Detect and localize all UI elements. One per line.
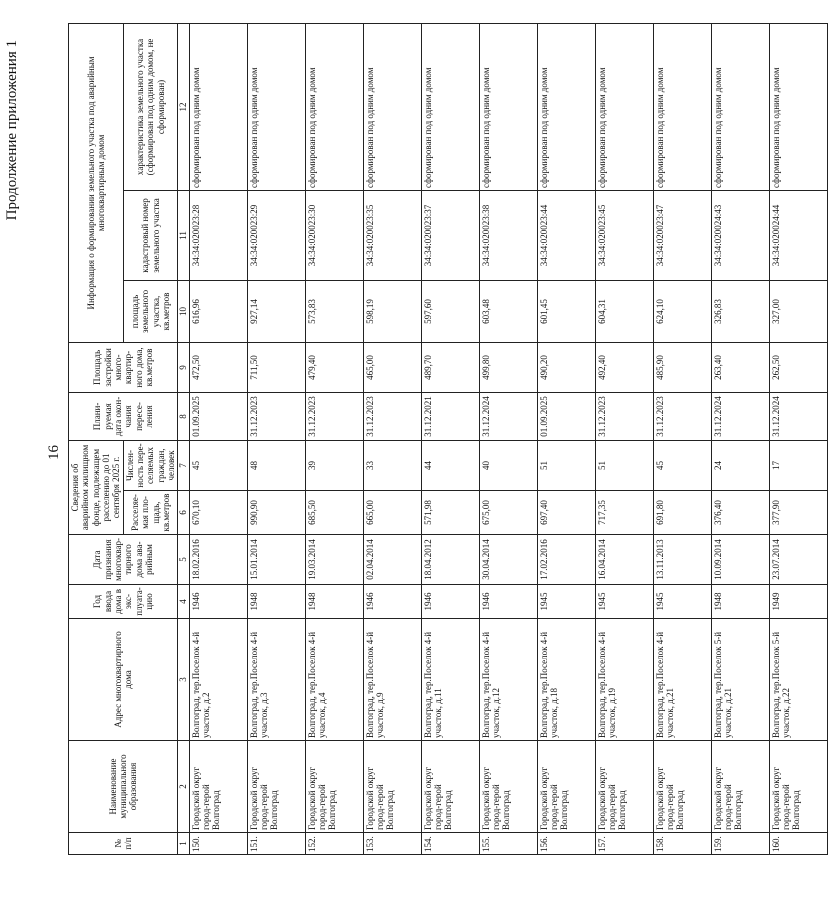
table-row [479,23,537,854]
emergency-date-cell: 13.11.2013 [653,535,711,585]
municipality-cell: Городской округ город-герой Волгоград [711,741,769,833]
header-land-group: Информация о формировании земельного участка под аварийным многоквартирным домом [69,23,124,342]
land-area-cell: 601,45 [537,280,595,342]
emergency-date-cell: 17.02.2016 [537,535,595,585]
planned-date-cell: 31.12.2021 [421,392,479,440]
year-cell: 1948 [247,585,305,619]
building-area-cell: 485,90 [653,342,711,392]
year-cell: 1946 [363,585,421,619]
table-row [653,23,711,854]
resettled-area-cell: 691,80 [653,491,711,535]
col-number: 1 [178,833,189,855]
planned-date-cell: 31.12.2024 [769,392,827,440]
table-row [305,23,363,854]
cadastral-number-cell: 34:34:020023:47 [653,190,711,280]
col-number: 3 [178,619,189,741]
land-status-cell: сформирован под одним домом [653,23,711,190]
col-number: 9 [178,342,189,392]
land-status-cell: сформирован под одним домом [711,23,769,190]
table-row [769,23,827,854]
land-status-cell: сформирован под одним домом [769,23,827,190]
land-status-cell: сформирован под одним домом [363,23,421,190]
row-number: 159. [711,833,769,855]
planned-date-cell: 31.12.2024 [479,392,537,440]
building-area-cell: 262,50 [769,342,827,392]
header-resettled-area: Расселяе-мая пло-щадь, кв.метров [123,491,178,535]
col-number: 4 [178,585,189,619]
header-municipality: Наименование муниципального образования [69,741,178,833]
cadastral-number-cell: 34:34:020023:38 [479,190,537,280]
residents-cell: 45 [189,440,247,490]
col-number: 5 [178,535,189,585]
emergency-date-cell: 18.04.2012 [421,535,479,585]
row-number: 158. [653,833,711,855]
planned-date-cell: 01.09.2025 [537,392,595,440]
address-cell: Волгоград, тер.Поселок 4-й участок, д.18 [537,619,595,741]
resettled-area-cell: 670,10 [189,491,247,535]
resettled-area-cell: 990,90 [247,491,305,535]
municipality-cell: Городской округ город-герой Волгоград [421,741,479,833]
residents-cell: 48 [247,440,305,490]
col-number: 10 [178,280,189,342]
year-cell: 1948 [711,585,769,619]
emergency-date-cell: 15.01.2014 [247,535,305,585]
address-cell: Волгоград, тер.Поселок 4-й участок, д.12 [479,619,537,741]
header-year: Год ввода дома в экс-плуата-цию [69,585,178,619]
address-cell: Волгоград, тер.Поселок 5-й участок, д.21 [711,619,769,741]
municipality-cell: Городской округ город-герой Волгоград [479,741,537,833]
col-number: 7 [178,440,189,490]
land-status-cell: сформирован под одним домом [537,23,595,190]
cadastral-number-cell: 34:34:020023:28 [189,190,247,280]
table-row [595,23,653,854]
municipality-cell: Городской округ город-герой Волгоград [189,741,247,833]
building-area-cell: 465,00 [363,342,421,392]
header-fund-group: Сведения об аварийном жилищном фонде, подлежащем расселению до 01 сентября 2025 г. [69,440,124,534]
emergency-date-cell: 16.04.2014 [595,535,653,585]
emergency-date-cell: 23.07.2014 [769,535,827,585]
municipality-cell: Городской округ город-герой Волгоград [305,741,363,833]
table-body [189,23,827,854]
col-number: 8 [178,392,189,440]
address-cell: Волгоград, тер.Поселок 4-й участок, д.21 [653,619,711,741]
year-cell: 1946 [421,585,479,619]
address-cell: Волгоград, тер.Поселок 4-й участок, д.3 [247,619,305,741]
land-area-cell: 624,10 [653,280,711,342]
building-area-cell: 263,40 [711,342,769,392]
municipality-cell: Городской округ город-герой Волгоград [363,741,421,833]
building-area-cell: 499,80 [479,342,537,392]
resettled-area-cell: 685,50 [305,491,363,535]
residents-cell: 51 [537,440,595,490]
emergency-date-cell: 30.04.2014 [479,535,537,585]
land-area-cell: 573,83 [305,280,363,342]
cadastral-number-cell: 34:34:020023:37 [421,190,479,280]
address-cell: Волгоград, тер.Поселок 4-й участок, д.9 [363,619,421,741]
municipality-cell: Городской округ город-герой Волгоград [595,741,653,833]
resettled-area-cell: 697,40 [537,491,595,535]
planned-date-cell: 31.12.2023 [363,392,421,440]
table-row [421,23,479,854]
header-date-emergency: Дата признания многоквар-тирного дома ава-рийным [69,535,178,585]
header-num: № п/п [69,833,178,855]
address-cell: Волгоград, тер.Поселок 4-й участок, д.4 [305,619,363,741]
year-cell: 1949 [769,585,827,619]
residents-cell: 40 [479,440,537,490]
land-area-cell: 603,48 [479,280,537,342]
table-row [363,23,421,854]
row-number: 150. [189,833,247,855]
header-land-area: площадь земельного участка, кв.метров [123,280,178,342]
land-area-cell: 598,19 [363,280,421,342]
year-cell: 1946 [479,585,537,619]
emergency-date-cell: 18.02.2016 [189,535,247,585]
table-row [247,23,305,854]
address-cell: Волгоград, тер.Поселок 5-й участок, д.22 [769,619,827,741]
building-area-cell: 492,40 [595,342,653,392]
col-number: 2 [178,741,189,833]
resettled-area-cell: 665,00 [363,491,421,535]
land-status-cell: сформирован под одним домом [421,23,479,190]
land-area-cell: 927,14 [247,280,305,342]
year-cell: 1945 [537,585,595,619]
table-row [189,23,247,854]
emergency-date-cell: 02.04.2014 [363,535,421,585]
address-cell: Волгоград, тер.Поселок 4-й участок, д.19 [595,619,653,741]
land-area-cell: 327,00 [769,280,827,342]
header-address: Адрес многоквартирного дома [69,619,178,741]
resettlement-table [68,23,828,855]
land-status-cell: сформирован под одним домом [305,23,363,190]
resettled-area-cell: 571,98 [421,491,479,535]
building-area-cell: 472,50 [189,342,247,392]
land-area-cell: 616,96 [189,280,247,342]
residents-cell: 45 [653,440,711,490]
column-numbers-row [178,23,189,854]
cadastral-number-cell: 34:34:020023:44 [537,190,595,280]
planned-date-cell: 31.12.2023 [305,392,363,440]
planned-date-cell: 31.12.2024 [711,392,769,440]
building-area-cell: 490,20 [537,342,595,392]
residents-cell: 24 [711,440,769,490]
residents-cell: 39 [305,440,363,490]
municipality-cell: Городской округ город-герой Волгоград [537,741,595,833]
row-number: 160. [769,833,827,855]
header-land-status: характеристика земельного участка (сформирован под одним домом, не сформирован) [123,23,178,190]
address-cell: Волгоград, тер.Поселок 4-й участок, д.11 [421,619,479,741]
land-status-cell: сформирован под одним домом [595,23,653,190]
building-area-cell: 489,70 [421,342,479,392]
land-status-cell: сформирован под одним домом [189,23,247,190]
cadastral-number-cell: 34:34:020023:29 [247,190,305,280]
land-area-cell: 326,83 [711,280,769,342]
row-number: 152. [305,833,363,855]
row-number: 154. [421,833,479,855]
emergency-date-cell: 10.09.2014 [711,535,769,585]
cadastral-number-cell: 34:34:020023:35 [363,190,421,280]
planned-date-cell: 31.12.2023 [247,392,305,440]
land-area-cell: 604,31 [595,280,653,342]
land-status-cell: сформирован под одним домом [479,23,537,190]
address-cell: Волгоград, тер.Поселок 4-й участок, д.2 [189,619,247,741]
row-number: 155. [479,833,537,855]
year-cell: 1948 [305,585,363,619]
planned-date-cell: 31.12.2023 [595,392,653,440]
cadastral-number-cell: 34:34:020024:43 [711,190,769,280]
row-number: 151. [247,833,305,855]
col-number: 11 [178,190,189,280]
col-number: 12 [178,23,189,190]
planned-date-cell: 01.09.2025 [189,392,247,440]
cadastral-number-cell: 34:34:020024:44 [769,190,827,280]
resettled-area-cell: 675,00 [479,491,537,535]
residents-cell: 51 [595,440,653,490]
year-cell: 1946 [189,585,247,619]
municipality-cell: Городской округ город-герой Волгоград [247,741,305,833]
header-cadastral: кадастровый номер земельного участка [123,190,178,280]
header-residents: Числен-ность пере-селяемых граждан, человек [123,440,178,490]
resettled-area-cell: 717,35 [595,491,653,535]
year-cell: 1945 [595,585,653,619]
building-area-cell: 711,50 [247,342,305,392]
cadastral-number-cell: 34:34:020023:30 [305,190,363,280]
header-planned-date: Плани-руемая дата окон-чания пересе-ления [69,392,178,440]
land-status-cell: сформирован под одним домом [247,23,305,190]
resettled-area-cell: 376,40 [711,491,769,535]
header-row-1 [69,23,124,854]
col-number: 6 [178,491,189,535]
building-area-cell: 479,40 [305,342,363,392]
row-number: 153. [363,833,421,855]
residents-cell: 44 [421,440,479,490]
table-row [711,23,769,854]
cadastral-number-cell: 34:34:020023:45 [595,190,653,280]
land-area-cell: 597,60 [421,280,479,342]
planned-date-cell: 31.12.2023 [653,392,711,440]
residents-cell: 17 [769,440,827,490]
emergency-date-cell: 19.03.2014 [305,535,363,585]
municipality-cell: Городской округ город-герой Волгоград [653,741,711,833]
row-number: 156. [537,833,595,855]
row-number: 157. [595,833,653,855]
resettled-area-cell: 377,90 [769,491,827,535]
residents-cell: 33 [363,440,421,490]
municipality-cell: Городской округ город-герой Волгоград [769,741,827,833]
year-cell: 1945 [653,585,711,619]
table-row [537,23,595,854]
page-number: 16 [46,445,62,460]
header-building-area: Площадь застройки много-квартир-ного дома, кв.метров [69,342,178,392]
continuation-heading: Продолжение приложения 1 [4,40,20,221]
